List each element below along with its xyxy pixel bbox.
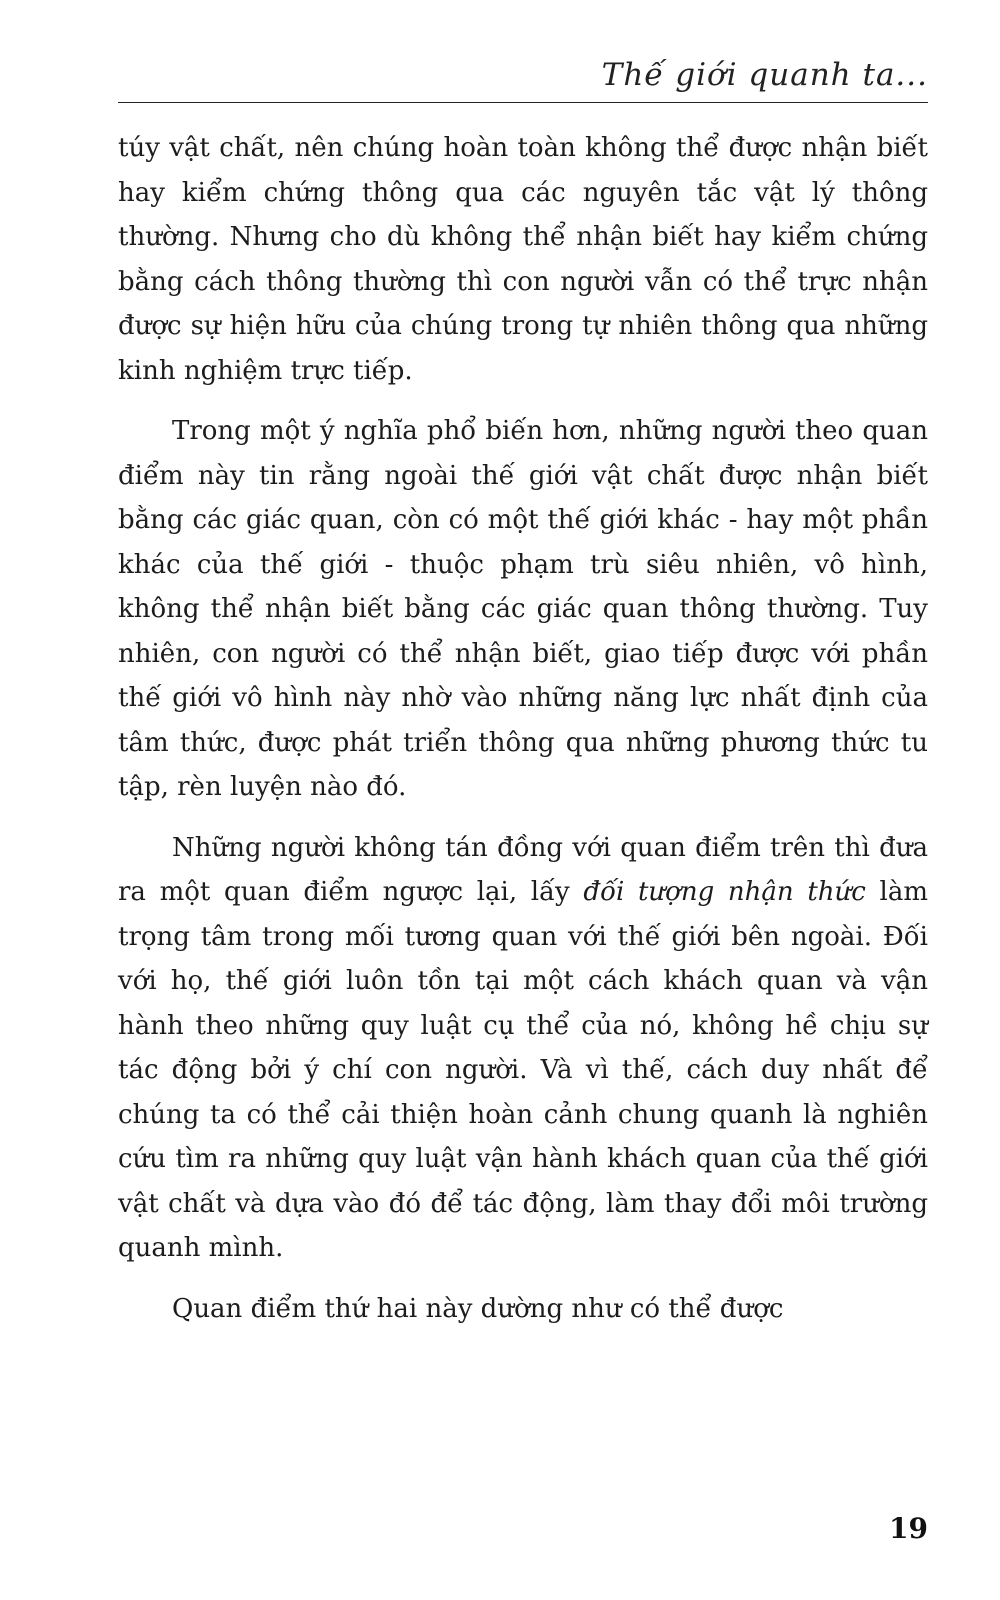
- paragraph: [118, 409, 928, 810]
- paragraph-text: Những người không tán đồng với quan điểm trên thì đưa ra một quan điểm ngược lại, lấy: [118, 832, 928, 907]
- page-body: [118, 126, 928, 1347]
- paragraph: [118, 1287, 928, 1332]
- italic-term: đối tượng nhận thức: [583, 877, 866, 907]
- paragraph-text: Trong một ý nghĩa phổ biến hơn, những người theo quan điểm này tin rằng ngoài thế giới vật chất được nhận biết bằng các giác quan, còn có một thế giới khác - hay một phần khác của thế giới - thuộc phạm trù siêu nhiên, vô hình, không thể nhận biết bằng các giác quan thông thường. Tuy nhiên, con người có thể nhận biết, giao tiếp được với phần thế giới vô hình này nhờ vào những năng lực nhất định của tâm thức, được phát triển thông qua những phương thức tu tập, rèn luyện nào đó.: [118, 416, 928, 802]
- running-title: Thế giới quanh ta...: [601, 57, 928, 93]
- paragraph-text: túy vật chất, nên chúng hoàn toàn không thể được nhận biết hay kiểm chứng thông qua các nguyên tắc vật lý thông thường. Nhưng cho dù không thể nhận biết hay kiểm chứng bằng cách thông thường thì con người vẫn có thể trực nhận được sự hiện hữu của chúng trong tự nhiên thông qua những kinh nghiệm trực tiếp.: [118, 133, 928, 386]
- paragraph: [118, 126, 928, 393]
- running-header: [118, 50, 928, 103]
- page-number: 19: [889, 1512, 928, 1545]
- paragraph-text: Quan điểm thứ hai này dường như có thể được: [172, 1293, 784, 1324]
- paragraph-text: làm trọng tâm trong mối tương quan với thế giới bên ngoài. Đối với họ, thế giới luôn tồn tại một cách khách quan và vận hành theo những quy luật cụ thể của nó, không hề chịu sự tác động bởi ý chí con người. Và vì thế, cách duy nhất để chúng ta có thể cải thiện hoàn cảnh chung quanh là nghiên cứu tìm ra những quy luật vận hành khách quan của thế giới vật chất và dựa vào đó để tác động, làm thay đổi môi trường quanh mình.: [118, 877, 928, 1263]
- paragraph: [118, 826, 928, 1271]
